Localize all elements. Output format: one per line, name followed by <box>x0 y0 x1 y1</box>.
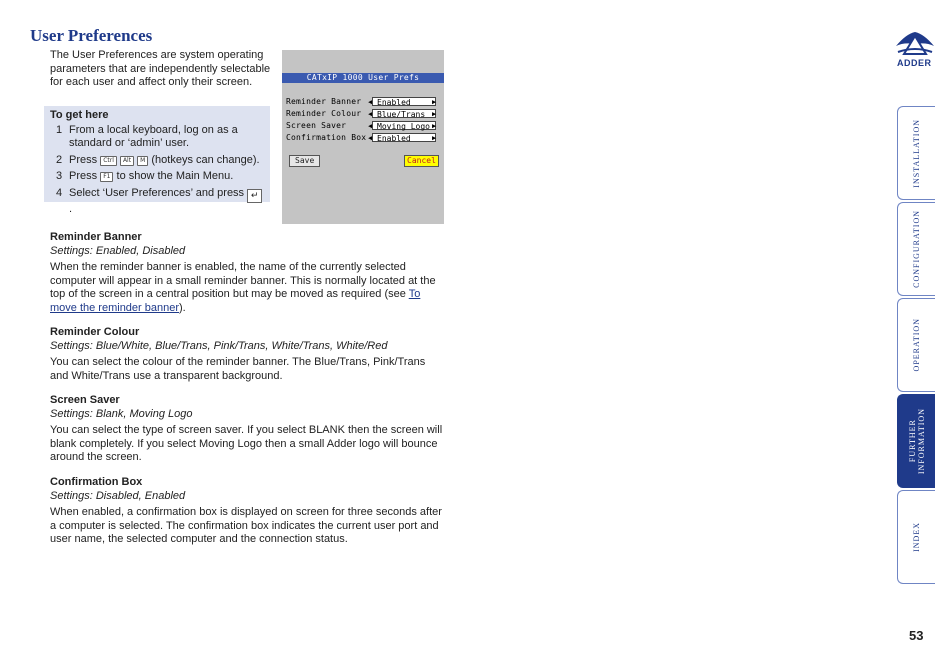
to-get-here-box <box>44 106 270 215</box>
osd-row-label: Confirmation Box <box>286 133 367 142</box>
arrow-left-icon[interactable]: ◀ <box>368 122 373 130</box>
step-1 <box>50 124 264 151</box>
f1-key-icon: F1 <box>100 172 113 182</box>
step-2 <box>50 154 264 168</box>
section-body: You can select the colour of the reminder banner. The Blue/Trans, Pink/Trans and White/Trans use a transparent background. <box>50 356 426 382</box>
tab-label: INDEX <box>912 522 921 552</box>
step-3 <box>50 170 264 184</box>
tab-label: CONFIGURATION <box>912 210 921 288</box>
osd-row-value[interactable]: Moving Logo <box>372 121 436 130</box>
section-heading: Reminder Banner <box>50 231 142 243</box>
section-heading: Confirmation Box <box>50 476 143 488</box>
section-settings: Settings: Blank, Moving Logo <box>50 407 193 420</box>
step-text: to show the Main Menu. <box>116 170 234 182</box>
step-text: (hotkeys can change). <box>151 153 260 166</box>
arrow-left-icon[interactable]: ◀ <box>368 110 373 118</box>
arrow-right-icon[interactable]: ▶ <box>432 122 437 130</box>
osd-row-value[interactable]: Enabled <box>372 97 436 106</box>
osd-row-value[interactable]: Blue/Trans <box>372 109 436 118</box>
arrow-right-icon[interactable]: ▶ <box>432 110 437 118</box>
step-number: 2 <box>56 153 63 166</box>
page-title: User Preferences <box>30 26 153 45</box>
alt-key-icon: Alt <box>120 156 134 166</box>
step-number: 1 <box>56 123 63 136</box>
osd-row-confirmation-box <box>286 133 437 143</box>
tab-installation[interactable] <box>897 106 935 200</box>
arrow-left-icon[interactable]: ◀ <box>368 98 373 106</box>
section-heading: Reminder Colour <box>50 326 140 338</box>
arrow-right-icon[interactable]: ▶ <box>432 134 437 142</box>
osd-screenshot <box>282 50 444 224</box>
step-number: 4 <box>56 186 63 199</box>
page-number: 53 <box>909 628 924 643</box>
section-settings: Settings: Disabled, Enabled <box>50 489 186 502</box>
osd-title-bar: CATxIP 1000 User Prefs <box>282 73 444 83</box>
section-confirmation-box <box>50 476 445 547</box>
section-settings: Settings: Enabled, Disabled <box>50 244 186 257</box>
section-body: When enabled, a confirmation box is displayed on screen for three seconds after a computer is selected. The confirmation box indicates the current user port and user name, the selected computer and the connection status. <box>50 506 442 545</box>
ctrl-key-icon: Ctrl <box>100 156 117 166</box>
arrow-left-icon[interactable]: ◀ <box>368 134 373 142</box>
tab-index[interactable] <box>897 490 935 584</box>
section-body <box>50 261 445 315</box>
m-key-icon: M <box>137 156 148 166</box>
osd-cancel-button[interactable]: Cancel <box>404 155 439 167</box>
adder-logo-text: ADDER <box>897 58 932 68</box>
steps-list <box>50 124 264 217</box>
section-screen-saver <box>50 394 445 465</box>
step-4 <box>50 187 264 217</box>
step-text: Select ‘User Preferences’ and press <box>69 186 245 199</box>
to-get-here-heading: To get here <box>50 109 109 121</box>
section-heading: Screen Saver <box>50 394 120 406</box>
osd-row-screen-saver <box>286 121 437 131</box>
tab-label: OPERATION <box>912 318 921 372</box>
osd-row-reminder-colour <box>286 109 437 119</box>
tab-label: FURTHER INFORMATION <box>907 407 926 475</box>
osd-row-label: Reminder Banner <box>286 97 362 106</box>
tab-operation[interactable] <box>897 298 935 392</box>
osd-row-label: Screen Saver <box>286 121 347 130</box>
arrow-right-icon[interactable]: ▶ <box>432 98 437 106</box>
step-text: Press <box>69 170 98 182</box>
osd-row-reminder-banner <box>286 97 437 107</box>
osd-save-button[interactable]: Save <box>289 155 320 167</box>
move-reminder-banner-link[interactable]: To move the reminder banner <box>50 288 421 314</box>
intro-text: The User Preferences are system operating parameters that are independently selectable for each user and affect only their screen. <box>50 49 271 88</box>
section-reminder-colour <box>50 326 445 383</box>
section-body-text: When the reminder banner is enabled, the name of the currently selected computer will appear in a small reminder banner. This is normally located at the top of the screen in a central position but may be moved as required (see <box>50 261 436 300</box>
tab-label: INSTALLATION <box>912 118 921 188</box>
tab-further-information[interactable] <box>897 394 935 488</box>
osd-row-value[interactable]: Enabled <box>372 133 436 142</box>
section-body-end: ). <box>179 301 186 314</box>
step-text: From a local keyboard, log on as a standard or ‘admin’ user. <box>69 123 238 149</box>
step-text: Press <box>69 153 98 166</box>
osd-row-label: Reminder Colour <box>286 109 362 118</box>
section-settings: Settings: Blue/White, Blue/Trans, Pink/Trans, White/Trans, White/Red <box>50 339 388 352</box>
section-reminder-banner <box>50 231 445 315</box>
step-text: . <box>69 202 73 215</box>
step-number: 3 <box>56 170 63 182</box>
tab-configuration[interactable] <box>897 202 935 296</box>
enter-key-icon: ↵ <box>247 189 262 203</box>
section-body: You can select the type of screen saver. If you select BLANK then the screen will blank completely. If you select Moving Logo then a small Adder logo will bounce around the screen. <box>50 424 443 463</box>
